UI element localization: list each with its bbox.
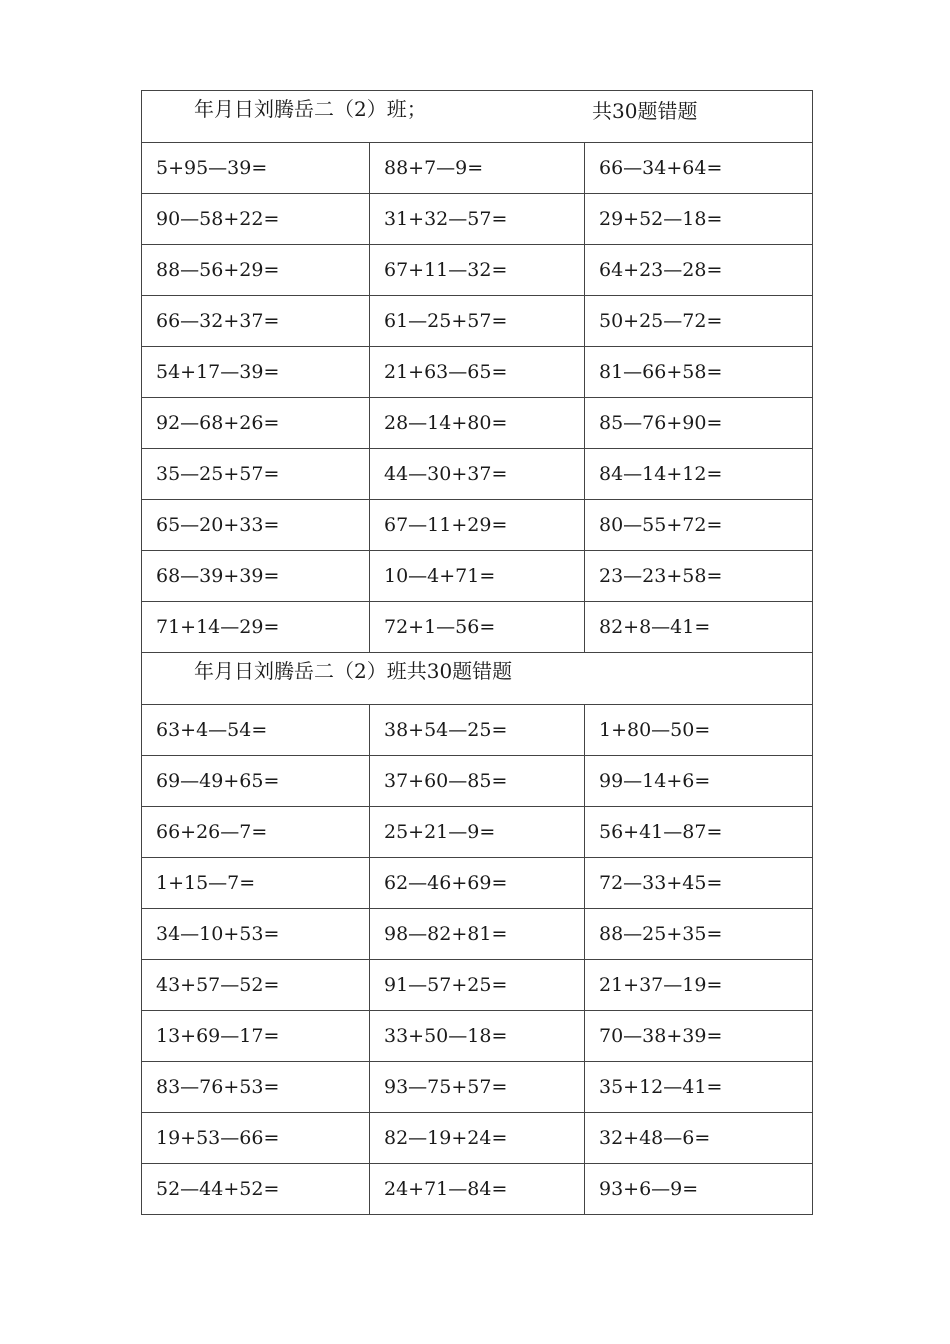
problem-cell: 54+17—39=	[142, 347, 370, 398]
problem-cell: 70—38+39=	[585, 1011, 813, 1062]
problem-cell: 85—76+90=	[585, 398, 813, 449]
problem-cell: 32+48—6=	[585, 1113, 813, 1164]
section-2-header-cell	[142, 653, 813, 705]
problem-cell: 88+7—9=	[370, 143, 585, 194]
problem-cell: 69—49+65=	[142, 756, 370, 807]
problem-cell: 80—55+72=	[585, 500, 813, 551]
problem-cell: 82+8—41=	[585, 602, 813, 653]
table-row	[142, 807, 813, 858]
table-row	[142, 909, 813, 960]
section-2-header-text: 年月日刘腾岳二（2）班共30题错题	[194, 659, 513, 683]
problem-cell: 83—76+53=	[142, 1062, 370, 1113]
problem-cell: 35+12—41=	[585, 1062, 813, 1113]
problem-cell: 65—20+33=	[142, 500, 370, 551]
section-1-header-left: 年月日刘腾岳二（2）班；	[194, 97, 427, 121]
worksheet	[141, 90, 812, 1215]
problem-cell: 82—19+24=	[370, 1113, 585, 1164]
problem-cell: 72—33+45=	[585, 858, 813, 909]
table-row	[142, 602, 813, 653]
problem-cell: 67—11+29=	[370, 500, 585, 551]
section-1-header-cell	[142, 91, 813, 143]
table-row	[142, 1062, 813, 1113]
problem-cell: 25+21—9=	[370, 807, 585, 858]
problem-cell: 81—66+58=	[585, 347, 813, 398]
problem-cell: 84—14+12=	[585, 449, 813, 500]
problem-cell: 21+37—19=	[585, 960, 813, 1011]
table-row	[142, 1011, 813, 1062]
problem-cell: 61—25+57=	[370, 296, 585, 347]
table-row	[142, 960, 813, 1011]
section-1-header	[142, 91, 813, 143]
problem-cell: 63+4—54=	[142, 705, 370, 756]
problem-cell: 68—39+39=	[142, 551, 370, 602]
problem-cell: 71+14—29=	[142, 602, 370, 653]
section-1-header-right: 共30题错题	[592, 99, 698, 123]
problem-cell: 23—23+58=	[585, 551, 813, 602]
problem-cell: 64+23—28=	[585, 245, 813, 296]
table-row	[142, 551, 813, 602]
problem-cell: 31+32—57=	[370, 194, 585, 245]
problem-cell: 88—25+35=	[585, 909, 813, 960]
problem-cell: 44—30+37=	[370, 449, 585, 500]
problem-cell: 92—68+26=	[142, 398, 370, 449]
problem-cell: 34—10+53=	[142, 909, 370, 960]
problem-cell: 38+54—25=	[370, 705, 585, 756]
table-row	[142, 1164, 813, 1215]
problem-cell: 35—25+57=	[142, 449, 370, 500]
problem-cell: 98—82+81=	[370, 909, 585, 960]
section-2-header	[142, 653, 813, 705]
arithmetic-table	[141, 90, 813, 1215]
table-row	[142, 296, 813, 347]
problem-cell: 66+26—7=	[142, 807, 370, 858]
problem-cell: 21+63—65=	[370, 347, 585, 398]
problem-cell: 99—14+6=	[585, 756, 813, 807]
table-row	[142, 705, 813, 756]
problem-cell: 66—32+37=	[142, 296, 370, 347]
table-row	[142, 500, 813, 551]
problem-cell: 91—57+25=	[370, 960, 585, 1011]
problem-cell: 10—4+71=	[370, 551, 585, 602]
problem-cell: 29+52—18=	[585, 194, 813, 245]
problem-cell: 56+41—87=	[585, 807, 813, 858]
table-row	[142, 245, 813, 296]
problem-cell: 43+57—52=	[142, 960, 370, 1011]
problem-cell: 52—44+52=	[142, 1164, 370, 1215]
problem-cell: 93—75+57=	[370, 1062, 585, 1113]
table-row	[142, 347, 813, 398]
problem-cell: 24+71—84=	[370, 1164, 585, 1215]
table-row	[142, 143, 813, 194]
problem-cell: 5+95—39=	[142, 143, 370, 194]
problem-cell: 93+6—9=	[585, 1164, 813, 1215]
problem-cell: 66—34+64=	[585, 143, 813, 194]
problem-cell: 1+15—7=	[142, 858, 370, 909]
table-row	[142, 858, 813, 909]
problem-cell: 13+69—17=	[142, 1011, 370, 1062]
problem-cell: 19+53—66=	[142, 1113, 370, 1164]
problem-cell: 1+80—50=	[585, 705, 813, 756]
problem-cell: 72+1—56=	[370, 602, 585, 653]
problem-cell: 62—46+69=	[370, 858, 585, 909]
table-row	[142, 1113, 813, 1164]
problem-cell: 28—14+80=	[370, 398, 585, 449]
problem-cell: 67+11—32=	[370, 245, 585, 296]
problem-cell: 33+50—18=	[370, 1011, 585, 1062]
table-row	[142, 398, 813, 449]
problem-cell: 90—58+22=	[142, 194, 370, 245]
problem-cell: 37+60—85=	[370, 756, 585, 807]
problem-cell: 50+25—72=	[585, 296, 813, 347]
problem-cell: 88—56+29=	[142, 245, 370, 296]
table-row	[142, 756, 813, 807]
table-row	[142, 194, 813, 245]
table-row	[142, 449, 813, 500]
